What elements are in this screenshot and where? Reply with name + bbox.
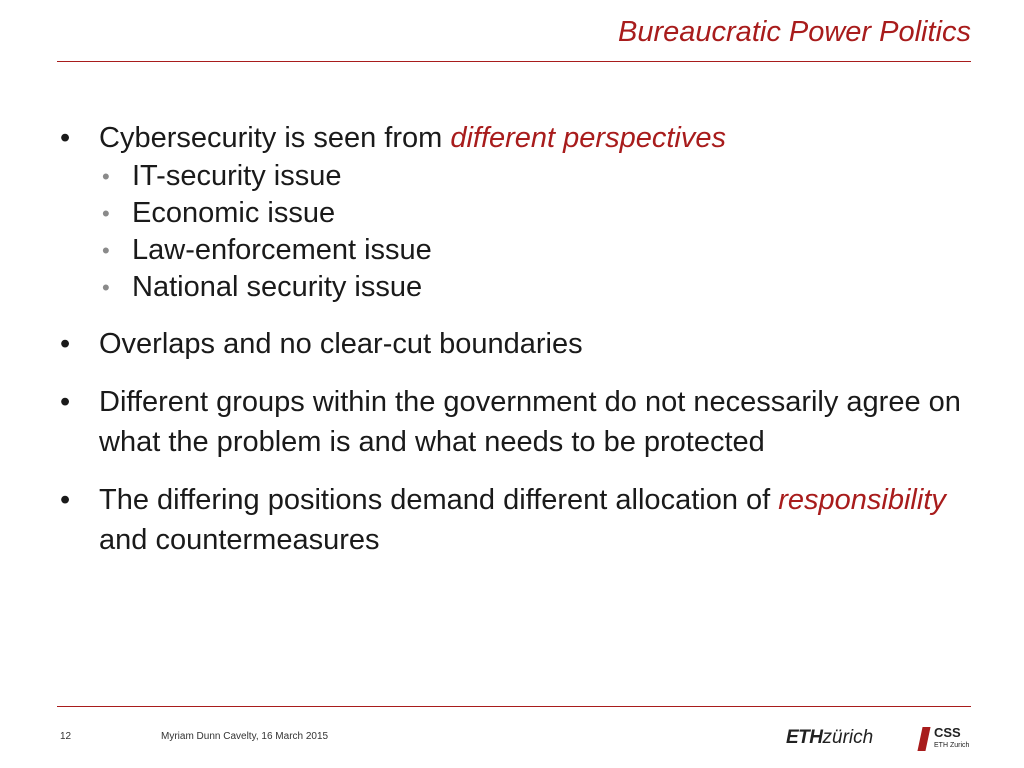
sub-bullet-law-enforcement: [60, 232, 990, 269]
bullet-overlaps: [60, 324, 990, 364]
css-logo-text: CSS: [934, 725, 961, 740]
slide-title: Bureaucratic Power Politics: [618, 16, 971, 48]
footer-author: Myriam Dunn Cavelty, 16 March 2015: [161, 731, 329, 742]
bullet-positions: [60, 480, 990, 560]
bullet-emphasis: different perspectives: [450, 122, 726, 154]
slide-content: [60, 118, 990, 560]
bullet-text: Different groups within the government do not necessarily agree on what the problem is and what needs to be protected: [99, 386, 961, 458]
bullet-icon: •: [60, 328, 71, 360]
sub-bullet-text: National security issue: [132, 271, 423, 303]
bullet-perspectives: [60, 118, 990, 158]
bullet-emphasis: responsibility: [778, 484, 946, 516]
bullet-text-end: and countermeasures: [99, 524, 380, 556]
sub-bullet-icon: •: [102, 164, 110, 189]
sub-bullet-it-security: [60, 158, 990, 195]
footer-divider: [57, 706, 971, 707]
css-logo-subtext: ETH Zurich: [934, 742, 970, 749]
sub-bullet-icon: •: [102, 238, 110, 263]
bullet-text: Cybersecurity is seen from: [99, 122, 451, 154]
page-number: 12: [60, 731, 72, 742]
css-logo-bar: [917, 727, 930, 751]
sub-bullet-icon: •: [102, 275, 110, 300]
bullet-text: Overlaps and no clear-cut boundaries: [99, 328, 583, 360]
eth-logo-text: zürich: [822, 727, 874, 748]
bullet-icon: •: [60, 484, 71, 516]
header-divider: [57, 61, 971, 62]
bullet-groups: [60, 382, 990, 462]
eth-zurich-logo: [786, 727, 873, 749]
sub-bullet-economic: [60, 195, 990, 232]
bullet-icon: •: [60, 386, 71, 418]
sub-bullet-text: IT-security issue: [132, 160, 342, 192]
sub-bullet-text: Economic issue: [132, 197, 336, 229]
bullet-text: The differing positions demand different allocation of: [99, 484, 779, 516]
eth-logo-bold: ETH: [786, 727, 823, 748]
css-logo: [920, 725, 980, 755]
bullet-icon: •: [60, 122, 71, 154]
sub-bullet-icon: •: [102, 201, 110, 226]
sub-bullet-text: Law-enforcement issue: [132, 234, 432, 266]
sub-bullet-national-security: [60, 269, 990, 306]
